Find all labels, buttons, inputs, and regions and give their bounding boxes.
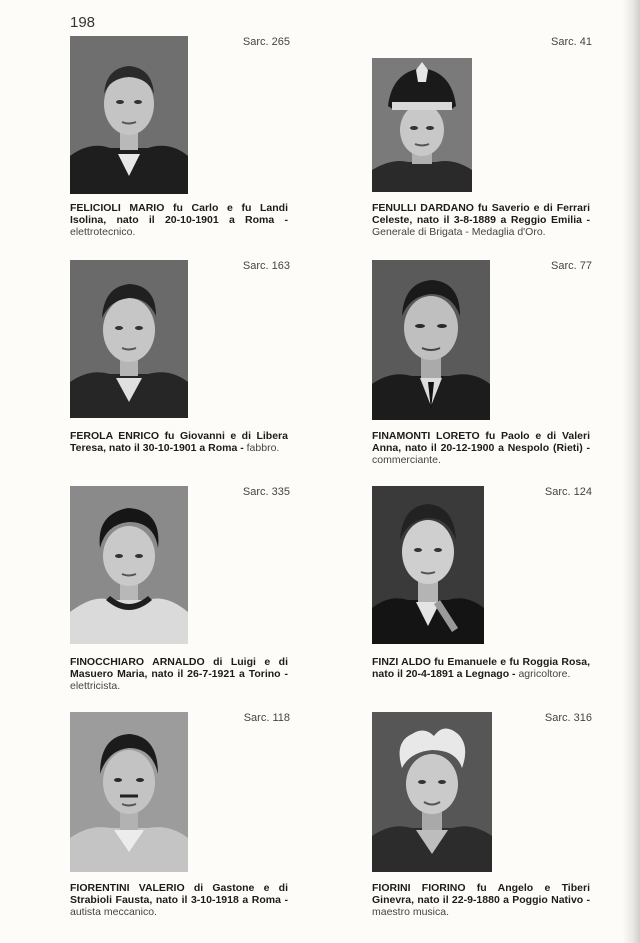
caption <box>70 202 288 238</box>
caption-profession: agricoltore. <box>518 668 571 680</box>
entry-finamonti-loreto <box>372 260 592 472</box>
portrait-photo <box>70 260 188 418</box>
portrait-photo <box>372 712 492 872</box>
caption-profession: commerciante. <box>372 454 441 466</box>
caption-profession: elettrotecnico. <box>70 226 136 238</box>
sarc-number: Sarc. 335 <box>242 486 290 498</box>
caption-profession: maestro musica. <box>372 906 450 918</box>
portrait-photo <box>70 486 188 644</box>
portrait-photo <box>372 260 490 420</box>
caption-bold: FELICIOLI MARIO fu Carlo e fu Landi Isolina, nato il 20-10-1901 a Roma - <box>70 202 288 226</box>
caption-bold: FENULLI DARDANO fu Saverio e di Ferrari Celeste, nato il 3-8-1889 a Reggio Emilia - <box>372 202 590 226</box>
caption <box>372 656 590 680</box>
caption <box>372 202 590 238</box>
entry-fenulli-dardano <box>372 36 592 246</box>
entry-ferola-enrico <box>70 260 290 472</box>
caption <box>372 882 590 918</box>
caption-bold: FINZI ALDO fu Emanuele e fu Roggia Rosa, nato il 20-4-1891 a Legnago - <box>372 656 590 680</box>
portrait-photo <box>372 58 472 192</box>
portrait-photo <box>372 486 484 644</box>
sarc-number: Sarc. 163 <box>242 260 290 272</box>
sarc-number: Sarc. 124 <box>544 486 592 498</box>
caption-bold: FINAMONTI LORETO fu Paolo e di Valeri Anna, nato il 20-12-1900 a Nespolo (Rieti) - <box>372 430 590 454</box>
sarc-number: Sarc. 118 <box>243 712 290 724</box>
sarc-number: Sarc. 41 <box>551 36 592 48</box>
sarc-number: Sarc. 77 <box>551 260 592 272</box>
page-number: 198 <box>70 14 96 31</box>
sarc-number: Sarc. 265 <box>242 36 290 48</box>
caption-profession: fabbro. <box>246 442 280 454</box>
entry-fiorini-fiorino <box>372 712 592 924</box>
page-edge-shadow <box>622 0 640 943</box>
portrait-photo <box>70 36 188 194</box>
sarc-number: Sarc. 316 <box>544 712 592 724</box>
caption <box>70 882 288 918</box>
entry-felicioli-mario <box>70 36 290 246</box>
caption-profession: Generale di Brigata - Medaglia d'Oro. <box>372 226 546 238</box>
entry-finocchiaro-arnaldo <box>70 486 290 698</box>
caption <box>70 430 288 454</box>
entry-fiorentini-valerio <box>70 712 290 924</box>
caption-bold: FEROLA ENRICO fu Giovanni e di Libera Teresa, nato il 30-10-1901 a Roma - <box>70 430 288 454</box>
caption <box>70 656 288 692</box>
caption-profession: elettricista. <box>70 680 121 692</box>
entry-finzi-aldo <box>372 486 592 698</box>
caption-profession: autista meccanico. <box>70 906 157 918</box>
portrait-photo <box>70 712 188 872</box>
caption-bold: FIORENTINI VALERIO di Gastone e di Strabioli Fausta, nato il 3-10-1918 a Roma - <box>70 882 288 906</box>
caption <box>372 430 590 466</box>
caption-bold: FIORINI FIORINO fu Angelo e Tiberi Ginevra, nato il 22-9-1880 a Poggio Nativo - <box>372 882 590 906</box>
caption-bold: FINOCCHIARO ARNALDO di Luigi e di Masuero Maria, nato il 26-7-1921 a Torino - <box>70 656 288 680</box>
